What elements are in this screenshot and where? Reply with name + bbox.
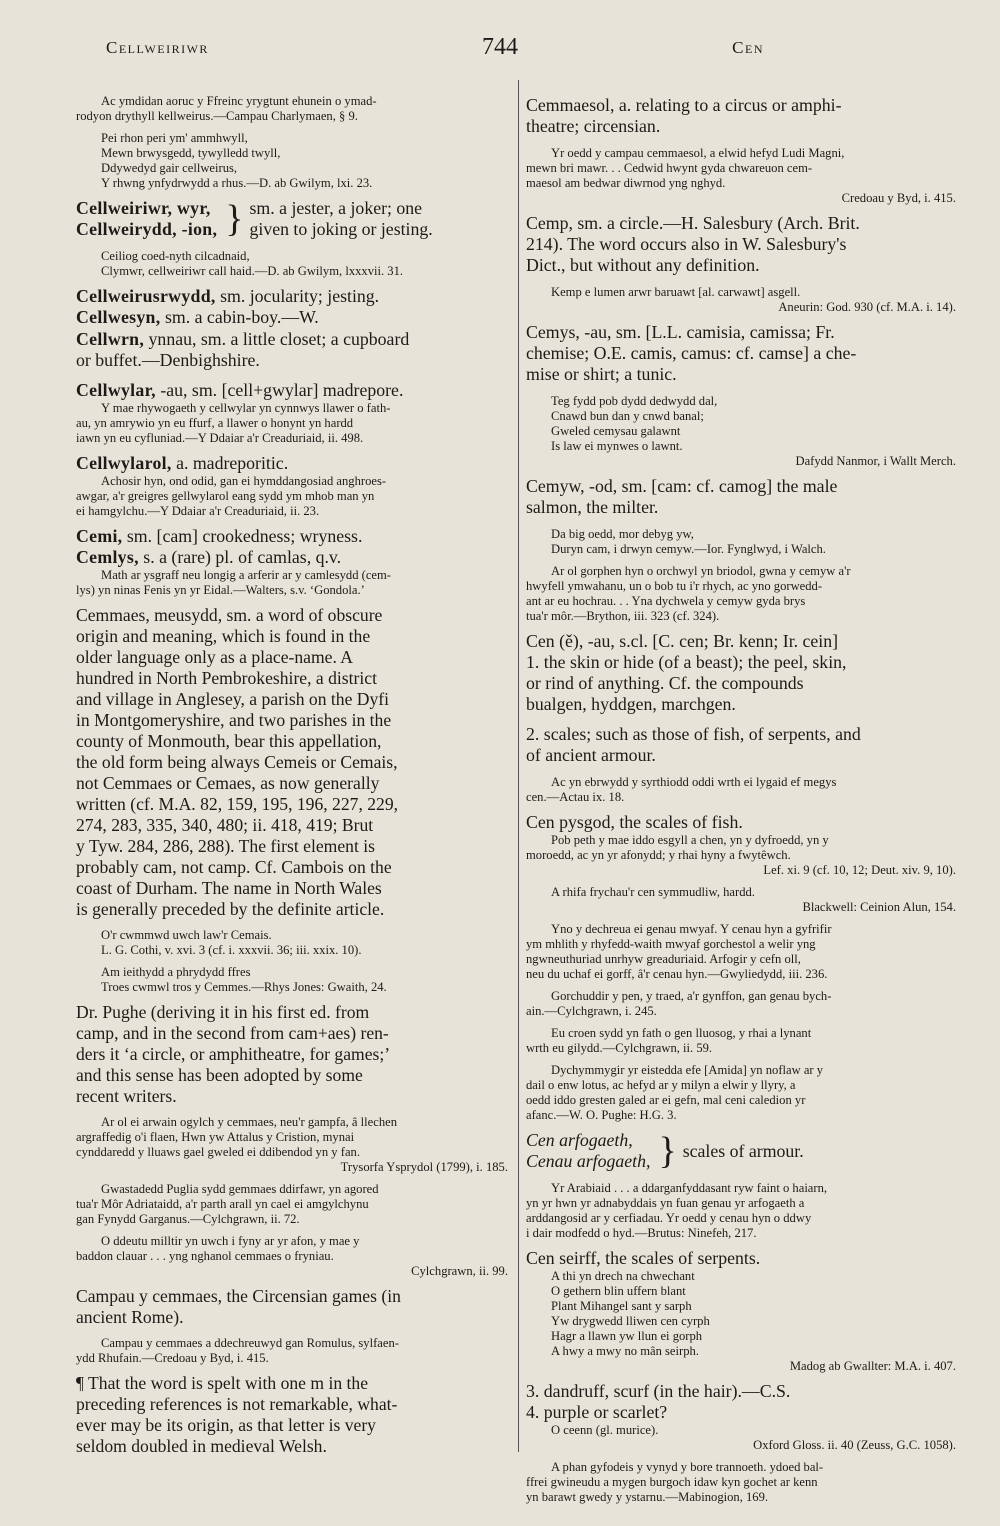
dictionary-entry bbox=[76, 307, 512, 328]
quotation: Y mae rhywogaeth y cellwylar yn cynnwys llawer o fath- au, yn amrywio yn eu ffurf, a llawer o honynt yn hardd iawn yn eu cyfluniad.—Y Ddaiar a'r Creaduriaid, ii. 498. bbox=[76, 401, 391, 445]
paragraph: Dr. Pughe (deriving it in his first ed. from camp, and in the second from cam+aes) ren- ders it ‘a circle, or amphitheatre, for games;’ and this sense has been adopted by some recent writers. bbox=[76, 1002, 391, 1106]
headword: Cellwylar, bbox=[76, 380, 156, 400]
note-paragraph: ¶ That the word is spelt with one m in the preceding references is not remarkable, what- ever may be its origin, as that letter is very seldom doubled in medieval Welsh. bbox=[76, 1373, 398, 1456]
definition: sm. jocularity; jesting. bbox=[215, 286, 380, 306]
dictionary-entry-cemmaes: Cemmaes, meusydd, sm. a word of obscure origin and meaning, which is found in the older language only as a place-name. A hundred in North Pembrokeshire, a district and village in Anglesey, a parish on the Dyfi in Montgomeryshire, and two parishes in the county of Monmouth, bear this appellation, the old form being always Cemeis or Cemais, not Cemmaes or Cemaes, as now generally written (cf. M.A. 82, 159, 195, 196, 227, 229, 274, 283, 335, 340, 480; ii. 418, 419; Brut y Tyw. 284, 286, 288). The first element is probably cam, not camp. Cf. Cambois on the coast of Durham. The name in North Wales is generally preceded by the definite article. bbox=[76, 605, 399, 919]
quotation: A rhifa frychau'r cen symmudliw, hardd. Blackwell: Ceinion Alun, 154. bbox=[551, 885, 956, 914]
definition: or buffet.—Denbighshire. bbox=[76, 350, 260, 370]
headword: Cemi, bbox=[76, 526, 123, 546]
dictionary-entry: Cemmaesol, a. relating to a circus or amphi- theatre; circensian. bbox=[526, 95, 842, 136]
definition: sm. a jester, a joker; one bbox=[249, 198, 423, 218]
dictionary-entry bbox=[76, 453, 512, 474]
phrase: Cenau arfogaeth, bbox=[526, 1151, 651, 1171]
dictionary-entry: Cen (ě), -au, s.cl. [C. cen; Br. kenn; Ir. cein] 1. the skin or hide (of a beast); the peel, skin, or rind of anything. Cf. the compounds bualgen, hyddgen, marchgen. bbox=[526, 631, 847, 714]
quotation: O ddeutu milltir yn uwch i fyny ar yr afon, y mae y baddon clauar . . . yng nghanol cemmaes o fryniau. Cylchgrawn, ii. 99. bbox=[76, 1234, 508, 1278]
headword: Cellweirydd, -ion, bbox=[76, 219, 218, 239]
quotation: Kemp e lumen arwr baruawt [al. carwawt] asgell. Aneurin: God. 930 (cf. M.A. i. 14). bbox=[551, 285, 956, 314]
definition: a. madreporitic. bbox=[171, 453, 289, 473]
quotation: Yr Arabiaid . . . a ddarganfyddasant ryw faint o haiarn, yn yr hwn yr adnabyddais yn fuan genau yr arfogaeth a arddangosid ar y cerfiadau. Yr oedd y cenau hyn o ddwy i dair modfedd o hyd.—Brutus: Ninefeh, 217. bbox=[526, 1181, 828, 1240]
verse-quotation: Am ieithydd a phrydydd ffres Troes cwmwl tros y Cemmes.—Rhys Jones: Gwaith, 24. bbox=[101, 965, 387, 994]
dictionary-entry bbox=[76, 380, 512, 401]
sense-4: 4. purple or scarlet? bbox=[526, 1402, 668, 1422]
verse-quotation: Da big oedd, mor debyg yw, Duryn cam, i drwyn cemyw.—Ior. Fynglwyd, i Walch. bbox=[551, 527, 826, 556]
sub-entry: Cen seirff, the scales of serpents. bbox=[526, 1248, 761, 1268]
dictionary-entry: Cemp, sm. a circle.—H. Salesbury (Arch. Brit. 214). The word occurs also in W. Salesbury's Dict., but without any definition. bbox=[526, 213, 860, 275]
definition: s. a (rare) pl. of camlas, q.v. bbox=[138, 547, 342, 567]
column-divider bbox=[518, 80, 519, 1452]
page-number: 744 bbox=[482, 34, 518, 60]
headword: Cemlys, bbox=[76, 547, 139, 567]
grouping-brace: } bbox=[225, 198, 244, 240]
verse-quotation: A thi yn drech na chwechant O gethern blin uffern blant Plant Mihangel sant y sarph Yw drygwedd lliwen cen cyrph Hagr a llawn yw llun ei gorph A hwy a mwy no mân seirph. Madog ab Gwallter: M.A. i. 407. bbox=[551, 1269, 956, 1373]
verse-quotation: Teg fydd pob dydd dedwydd dal, Cnawd bun dan y cnwd banal; Gweled cemysau galawnt Is law ei mynwes o lawnt. Dafydd Nanmor, i Wallt Merch. bbox=[551, 394, 956, 468]
definition: sm. a cabin-boy.—W. bbox=[160, 307, 319, 327]
headword: Cellweiriwr, wyr, bbox=[76, 198, 211, 218]
definition: -au, sm. [cell+gwylar] madrepore. bbox=[155, 380, 404, 400]
sense-2: 2. scales; such as those of fish, of serpents, and of ancient armour. bbox=[526, 724, 861, 765]
quotation: Ac yn ebrwydd y syrthiodd oddi wrth ei lygaid ef megys cen.—Actau ix. 18. bbox=[526, 775, 837, 804]
definition: given to joking or jesting. bbox=[249, 219, 433, 239]
quotation: Eu croen sydd yn fath o gen lluosog, y rhai a lynant wrth eu gilydd.—Cylchgrawn, ii. 59. bbox=[526, 1026, 812, 1055]
definition: scales of armour. bbox=[682, 1140, 804, 1161]
quotation: Campau y cemmaes a ddechreuwyd gan Romulus, sylfaen- ydd Rhufain.—Credoau y Byd, i. 415. bbox=[76, 1336, 399, 1365]
quotation: O ceenn (gl. murice). Oxford Gloss. ii. 40 (Zeuss, G.C. 1058). bbox=[551, 1423, 956, 1452]
dictionary-entry: Cemyw, -od, sm. [cam: cf. camog] the male salmon, the milter. bbox=[526, 476, 838, 517]
headword: Cellwesyn, bbox=[76, 307, 161, 327]
quotation: Gwastadedd Puglia sydd gemmaes ddirfawr, yn agored tua'r Môr Adriataidd, a'r parth arall yn cael ei amgylchynu gan Fynydd Garganus.—Cylchgrawn, ii. 72. bbox=[76, 1182, 379, 1226]
quotation: Dychymmygir yr eistedda efe [Amida] yn noflaw ar y dail o enw lotus, ac hefyd ar y milyn a elwir y llyry, a oedd iddo gresten galed ar ei gefn, mal ceni caledion yr afanc.—W. O. Pughe: H.G. 3. bbox=[526, 1063, 824, 1122]
quotation: Pob peth y mae iddo esgyll a chen, yn y dyfroedd, yn y moroedd, ac yn yr afonydd; y rhai hyny a fwytêwch. Lef. xi. 9 (cf. 10, 12; Deut. xiv. 9, 10). bbox=[526, 833, 956, 877]
dictionary-entry: Cemys, -au, sm. [L.L. camisia, camissa; Fr. chemise; O.E. camis, camus: cf. camse] a che- mise or shirt; a tunic. bbox=[526, 322, 857, 384]
quotation: Ar ol ei arwain ogylch y cemmaes, neu'r gampfa, â llechen argraffedig o'i flaen, Hwn yw Attalus y Cristion, mynai cynddaredd y lluaws gael gweled ei ddibendod yn y fan. Trysorfa Ysprydol (1799), i. 185. bbox=[76, 1115, 508, 1174]
left-column bbox=[76, 94, 512, 1465]
dictionary-entry bbox=[76, 286, 512, 307]
headword: Cellweirusrwydd, bbox=[76, 286, 216, 306]
quotation: A phan gyfodeis y vynyd y bore trannoeth. ydoed bal- ffrei gwineudu a mygen burgoch idaw kyn gochet ar kenn yn barawt gwedy y ystarnu.—Mabinogion, 169. bbox=[526, 1460, 824, 1504]
quotation: Gorchuddir y pen, y traed, a'r gynffon, gan genau bych- ain.—Cylchgrawn, i. 245. bbox=[526, 989, 832, 1018]
quotation: Yno y dechreua ei genau mwyaf. Y cenau hyn a gyfrifir ym mhlith y rhyfedd-waith mwyaf gorchestol a welir yng ngwneuthuriad unrhyw greaduriaid. Arfogir y cefn oll, neu du uchaf ei gorff, â'r cenau hyn.—Gwyliedydd, iii. 236. bbox=[526, 922, 832, 981]
sense-3: 3. dandruff, scurf (in the hair).—C.S. bbox=[526, 1381, 791, 1401]
quotation: Ar ol gorphen hyn o orchwyl yn briodol, gwna y cemyw a'r hwyfell ymwahanu, un o bob tu i'r rhych, ac yno gorwedd- ant ar eu hochrau. . . Yna dychwela y cemyw gyda brys tua'r môr.—Brython, iii. 323 (cf. 324). bbox=[526, 564, 851, 623]
header-left-word: Cellweiriwr bbox=[106, 38, 209, 57]
dictionary-entry bbox=[76, 526, 512, 547]
running-header bbox=[0, 34, 1000, 68]
dictionary-entry bbox=[76, 547, 512, 568]
dictionary-entry bbox=[76, 198, 512, 240]
definition: sm. [cam] crookedness; wryness. bbox=[122, 526, 363, 546]
sub-entry: Campau y cemmaes, the Circensian games (in ancient Rome). bbox=[76, 1286, 401, 1327]
verse-quotation: Pei rhon peri ym' ammhwyll, Mewn brwysgedd, tywylledd twyll, Ddywedyd gair cellweirus, Y rhwng ynfydrwydd a rhus.—D. ab Gwilym, lxi. 23. bbox=[101, 131, 373, 190]
headword: Cellwylarol, bbox=[76, 453, 172, 473]
phrase: Cen arfogaeth, bbox=[526, 1130, 633, 1150]
verse-quotation: O'r cwmmwd uwch law'r Cemais. L. G. Cothi, v. xvi. 3 (cf. i. xxxvii. 36; iii. xxix. 10). bbox=[101, 928, 362, 957]
header-right-word: Cen bbox=[732, 38, 764, 57]
quotation: Achosir hyn, ond odid, gan ei hymddangosiad anghroes- awgar, a'r greigres gellwylarol eang sydd ym mhob man yn ei hamgylchu.—Y Ddaiar a'r Creaduriaid, ii. 23. bbox=[76, 474, 387, 518]
quotation: Math ar ysgraff neu longig a arferir ar y camlesydd (cem- lys) yn ninas Fenis yn yr Eidal.—Walters, s.v. ‘Gondola.’ bbox=[76, 568, 392, 597]
quotation: Yr oedd y campau cemmaesol, a elwid hefyd Ludi Magni, mewn bri mawr. . . Cedwid hwynt gyda chwareuon cem- maesol am bedwar diwrnod yng nghyd. Credoau y Byd, i. 415. bbox=[526, 146, 956, 205]
grouping-brace: } bbox=[658, 1130, 677, 1172]
verse-quotation: Ceiliog coed-nyth cilcadnaid, Clymwr, cellweiriwr call haid.—D. ab Gwilym, lxxxvii. 31. bbox=[101, 249, 404, 278]
quotation: Ac ymdidan aoruc y Ffreinc yrygtunt ehunein o ymad- rodyon drythyll kellweirus.—Campau Charlymaen, § 9. bbox=[76, 94, 377, 123]
headword: Cellwrn, bbox=[76, 329, 145, 349]
sub-entry bbox=[526, 1130, 960, 1172]
definition: ynnau, sm. a little closet; a cupboard bbox=[144, 329, 410, 349]
sub-entry: Cen pysgod, the scales of fish. bbox=[526, 812, 743, 832]
dictionary-entry bbox=[76, 329, 512, 371]
right-column bbox=[526, 94, 960, 1512]
